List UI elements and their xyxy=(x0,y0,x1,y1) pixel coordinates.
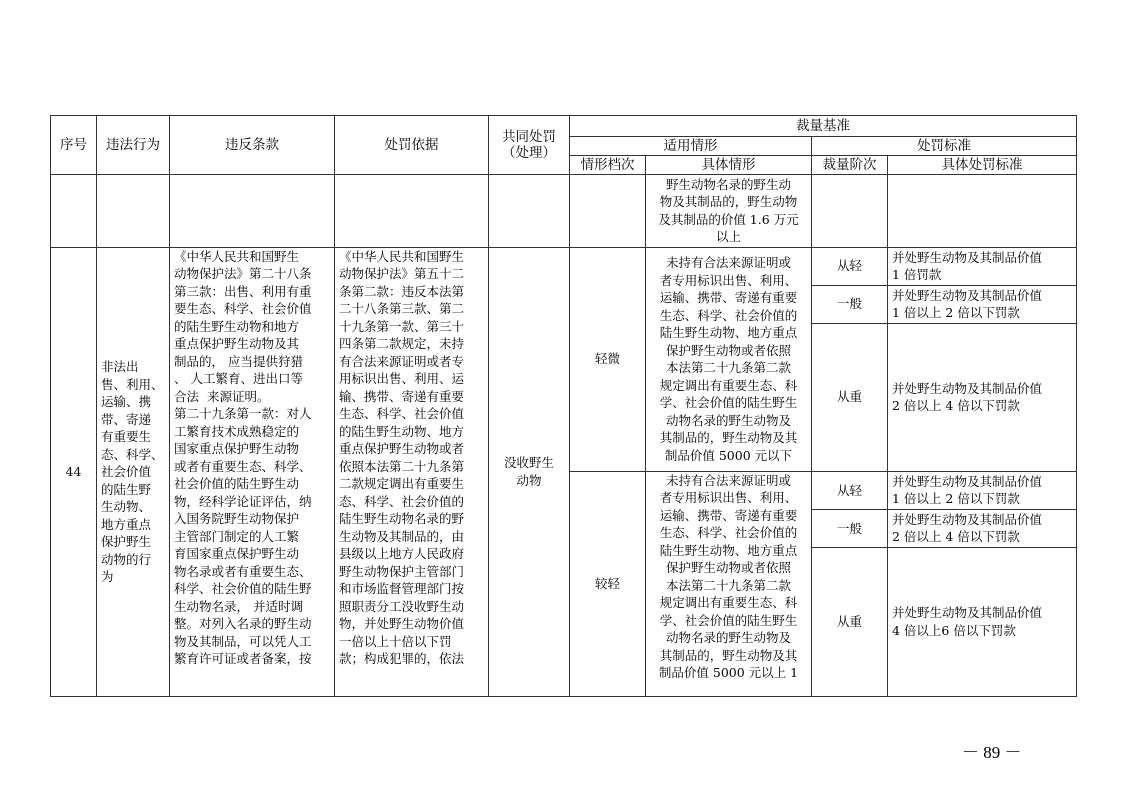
row-seq: 44 xyxy=(51,247,97,696)
standard-text: 并处野生动物及其制品价值 4 倍以上6 倍以下罚款 xyxy=(888,547,1077,696)
carryover-violation xyxy=(97,174,170,247)
carryover-seq xyxy=(51,174,97,247)
header-basis: 处罚依据 xyxy=(335,116,489,175)
level-general: 一般 xyxy=(812,509,888,547)
header-violation: 违法行为 xyxy=(97,116,170,175)
level-severe: 从重 xyxy=(812,547,888,696)
standard-text: 并处野生动物及其制品价值 1 倍以上 2 倍以下罚款 xyxy=(888,471,1077,509)
header-common-penalty: 共同处罚 （处理） xyxy=(489,116,570,175)
specific-minor: 未持有合法来源证明或 者专用标识出售、利用、 运输、携带、寄递有重要 生态、科学、社会价值的 陆生野生动物、地方重点 保护野生动物或者依照 本法第二十九条第二款 规定调出有重要生态、科 学、社会价值的陆生野生 动物名录的野生动物及 其制品的，野生动物及其 制品价值 5000 元以上 1 xyxy=(646,471,812,696)
level-lenient: 从轻 xyxy=(812,247,888,285)
header-penalty-standard: 处罚标准 xyxy=(812,136,1077,156)
grade-minor: 较轻 xyxy=(570,471,646,696)
header-specific: 具体情形 xyxy=(646,156,812,175)
carryover-standard xyxy=(888,174,1077,247)
level-lenient: 从轻 xyxy=(812,471,888,509)
level-severe: 从重 xyxy=(812,323,888,471)
carryover-provision xyxy=(170,174,335,247)
header-specific-standard: 具体处罚标准 xyxy=(888,156,1077,175)
header-applicable: 适用情形 xyxy=(570,136,812,156)
row-violation: 非法出 售、利用、 运输、携 带、寄递 有重要生 态、科学、 社会价值 的陆生野 生动物、 地方重点 保护野生 动物的行 为 xyxy=(97,247,170,696)
header-seq: 序号 xyxy=(51,116,97,175)
carryover-level xyxy=(812,174,888,247)
carryover-grade xyxy=(570,174,646,247)
grade-slight: 轻微 xyxy=(570,247,646,471)
row-provision: 《中华人民共和国野生 动物保护法》第二十八条 第三款：出售、利用有重 要生态、科学、社会价值 的陆生野生动物和地方 重点保护野生动物及其 制品的， 应当提供狩猎 、 人工繁育、进出口等 合法 来源证明。 第二十九条第一款：对人 工繁育技术成熟稳定的 国家重点保护野生动物 或者有重要生态、科学、 社会价值的陆生野生动 物，经科学论证评估，纳 入国务院野生动物保护 主管部门制定的人工繁 育国家重点保护野生动 物名录或者有重要生态、 科学、社会价值的陆生野 生动物名录， 并适时调 整。对列入名录的野生动 物及其制品，可以凭人工 繁育许可证或者备案，按 xyxy=(170,247,335,696)
header-level: 裁量阶次 xyxy=(812,156,888,175)
carryover-basis xyxy=(335,174,489,247)
standard-text: 并处野生动物及其制品价值 1 倍以上 2 倍以下罚款 xyxy=(888,285,1077,323)
row-common-penalty: 没收野生 动物 xyxy=(489,247,570,696)
level-general: 一般 xyxy=(812,285,888,323)
standard-text: 并处野生动物及其制品价值 2 倍以上 4 倍以下罚款 xyxy=(888,509,1077,547)
header-provision: 违反条款 xyxy=(170,116,335,175)
carryover-specific: 野生动物名录的野生动 物及其制品的，野生动物 及其制品的价值 1.6 万元 以上 xyxy=(646,174,812,247)
row-basis: 《中华人民共和国野生 动物保护法》第五十二 条第二款：违反本法第 二十八条第三款、第二 十九条第一款、第三十 四条第二款规定，未持 有合法来源证明或者专 用标识出售、利用、运 输、携带、寄递有重要 生态、科学、社会价值 的陆生野生动物、地方 重点保护野生动物或者 依照本法第二十九条第 二款规定调出有重要生 态、科学、社会价值的 陆生野生动物名录的野 生动物及其制品的，由 县级以上地方人民政府 野生动物保护主管部门 和市场监督管理部门按 照职责分工没收野生动 物，并处野生动物价值 一倍以上十倍以下罚 款；构成犯罪的，依法 xyxy=(335,247,489,696)
specific-slight: 未持有合法来源证明或 者专用标识出售、利用、 运输、携带、寄递有重要 生态、科学、社会价值的 陆生野生动物、地方重点 保护野生动物或者依照 本法第二十九条第二款 规定调出有重要生态、科 学、社会价值的陆生野生 动物名录的野生动物及 其制品的，野生动物及其 制品价值 5000 元以下 xyxy=(646,247,812,471)
penalty-benchmark-table xyxy=(50,115,1077,697)
standard-text: 并处野生动物及其制品价值 1 倍罚款 xyxy=(888,247,1077,285)
page-number: － 89 － xyxy=(962,743,1022,762)
carryover-common xyxy=(489,174,570,247)
header-grade: 情形档次 xyxy=(570,156,646,175)
standard-text: 并处野生动物及其制品价值 2 倍以上 4 倍以下罚款 xyxy=(888,323,1077,471)
header-benchmark: 裁量基准 xyxy=(570,116,1077,137)
